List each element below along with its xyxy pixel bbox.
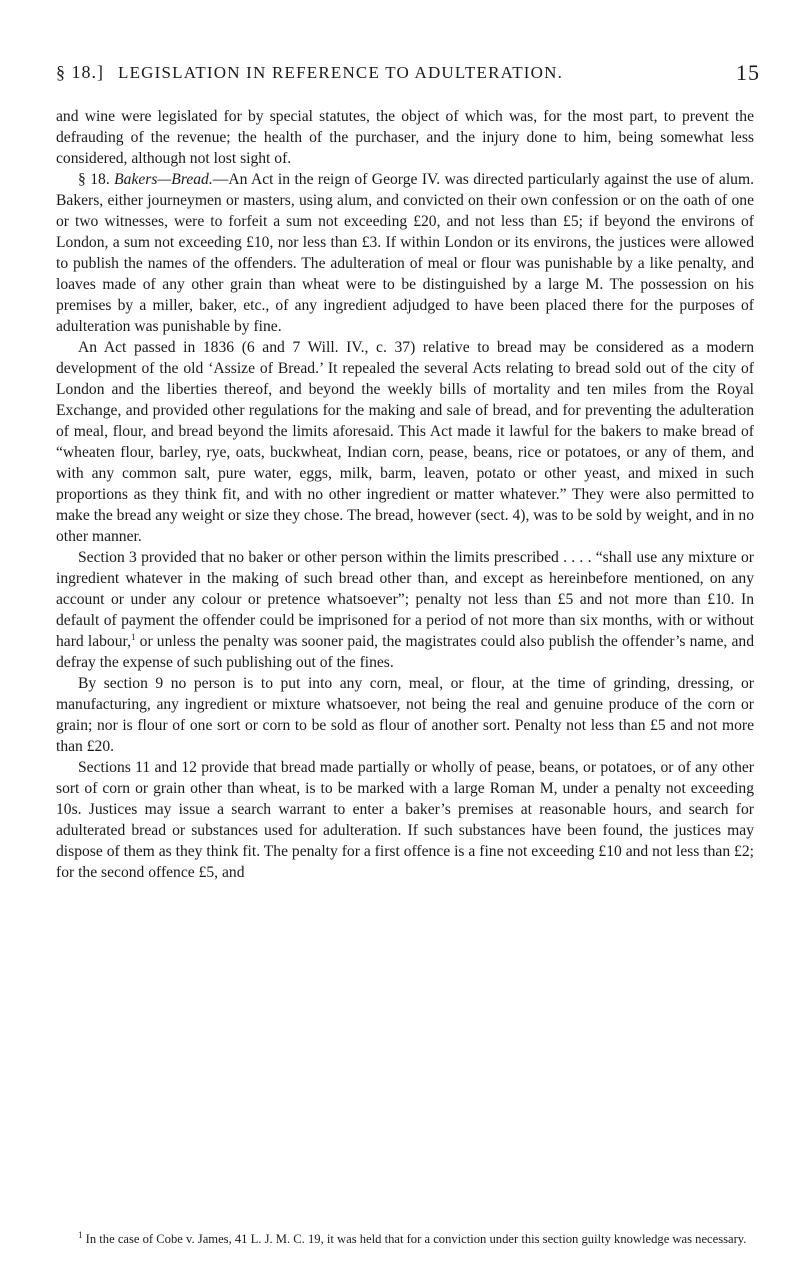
section-number: § 18. bbox=[78, 171, 115, 188]
footnote-text: In the case of Cobe v. James, 41 L. J. M. C. 19, it was held that for a conviction under this section guilty knowledge was necessary. bbox=[82, 1232, 747, 1246]
paragraph-text: Sections 11 and 12 provide that bread made partially or wholly of pease, beans, or potatoes, or of any other sort of corn or grain other than wheat, is to be marked with a large Roman M, under a penalty not exceeding 10s. Justices may issue a search warrant to enter a baker’s premises at reasonable hours, and search for adulterated bread or substances used for adulteration. If such substances have been found, the justices may dispose of them as they think fit. The penalty for a first offence is a fine not exceeding £10 and not less than £2; for the second offence £5, and bbox=[56, 759, 754, 881]
footnote-marker: 1 bbox=[78, 1229, 83, 1240]
running-head bbox=[56, 62, 760, 92]
book-page bbox=[52, 0, 760, 1286]
running-title: LEGISLATION IN REFERENCE TO ADULTERATION. bbox=[118, 63, 564, 82]
paragraph-act-1836 bbox=[56, 337, 754, 547]
paragraph-sections-11-12 bbox=[56, 757, 754, 883]
footnote-reference: 1 bbox=[130, 631, 136, 642]
page-number: 15 bbox=[736, 60, 760, 85]
paragraph-text: Section 3 provided that no baker or other person within the limits prescribed . . . . “shall use any mixture or ingredient whatever in the making of such bread other than, and except as hereinbefore mentioned, on any account or under any colour or pretence whatsoever”; penalty not less than £5 and not more than £10. In default of payment the offender could be imprisoned for a period of not more than six months, with or without hard labour, bbox=[56, 549, 754, 650]
paragraph-text: or unless the penalty was sooner paid, the magistrates could also publish the offender’s name, and defray the expense of such publishing out of the fines. bbox=[56, 633, 754, 671]
paragraph-section-18 bbox=[56, 169, 754, 337]
section-marker: § 18.] bbox=[56, 62, 104, 82]
paragraph-section-9 bbox=[56, 673, 754, 757]
paragraph-text: and wine were legislated for by special statutes, the object of which was, for the most part, to prevent the defrauding of the revenue; the health of the purchaser, and the injury done to him, being somewhat less considered, although not lost sight of. bbox=[56, 108, 754, 167]
paragraph-continuation bbox=[56, 106, 754, 169]
paragraph-text: By section 9 no person is to put into any corn, meal, or flour, at the time of grinding, dressing, or manufacturing, any ingredient or mixture whatsoever, not being the real and genuine produce of the corn or grain; nor is flour of one sort or corn to be sold as flour of another sort. Penalty not less than £5 and not more than £20. bbox=[56, 675, 754, 755]
paragraph-text: An Act passed in 1836 (6 and 7 Will. IV., c. 37) relative to bread may be considered as a modern development of the old ‘Assize of Bread.’ It repealed the several Acts relating to bread sold out of the city of London and the liberties thereof, and beyond the weekly bills of mortality and ten miles from the Royal Exchange, and provided other regulations for the making and sale of bread, and for preventing the adulteration of meal, flour, and bread beyond the limits aforesaid. This Act made it lawful for the bakers to make bread of “wheaten flour, barley, rye, oats, buckwheat, Indian corn, pease, beans, rice or potatoes, or any of them, and with any common salt, pure water, eggs, milk, barm, leaven, potato or other yeast, and mixed in such proportions as they think fit, and with no other ingredient or matter whatever.” They were also permitted to make the bread any weight or size they chose. The bread, however (sect. 4), was to be sold by weight, and in no other manner. bbox=[56, 339, 754, 545]
paragraph-text: —An Act in the reign of George IV. was directed particularly against the use of alum. Bakers, either journeymen or masters, using alum, and convicted on their own confession or on the oath of one or two witnesses, were to forfeit a sum not exceeding £20, and not less than £5; if beyond the environs of London, a sum not exceeding £10, nor less than £3. If within London or its environs, the justices were allowed to publish the names of the offenders. The adulteration of meal or flour was punishable by a like penalty, and loaves made of any other grain than wheat were to be distinguished by a large M. The possession on his premises by a miller, baker, etc., of any ingredient adjudged to have been placed there for the purposes of adulteration was punishable by fine. bbox=[56, 171, 754, 335]
section-heading: Bakers—Bread. bbox=[114, 171, 213, 188]
paragraph-section-3 bbox=[56, 547, 754, 673]
body-text bbox=[56, 106, 754, 883]
footnote-paragraph bbox=[56, 1231, 754, 1248]
footnote bbox=[56, 1231, 754, 1248]
